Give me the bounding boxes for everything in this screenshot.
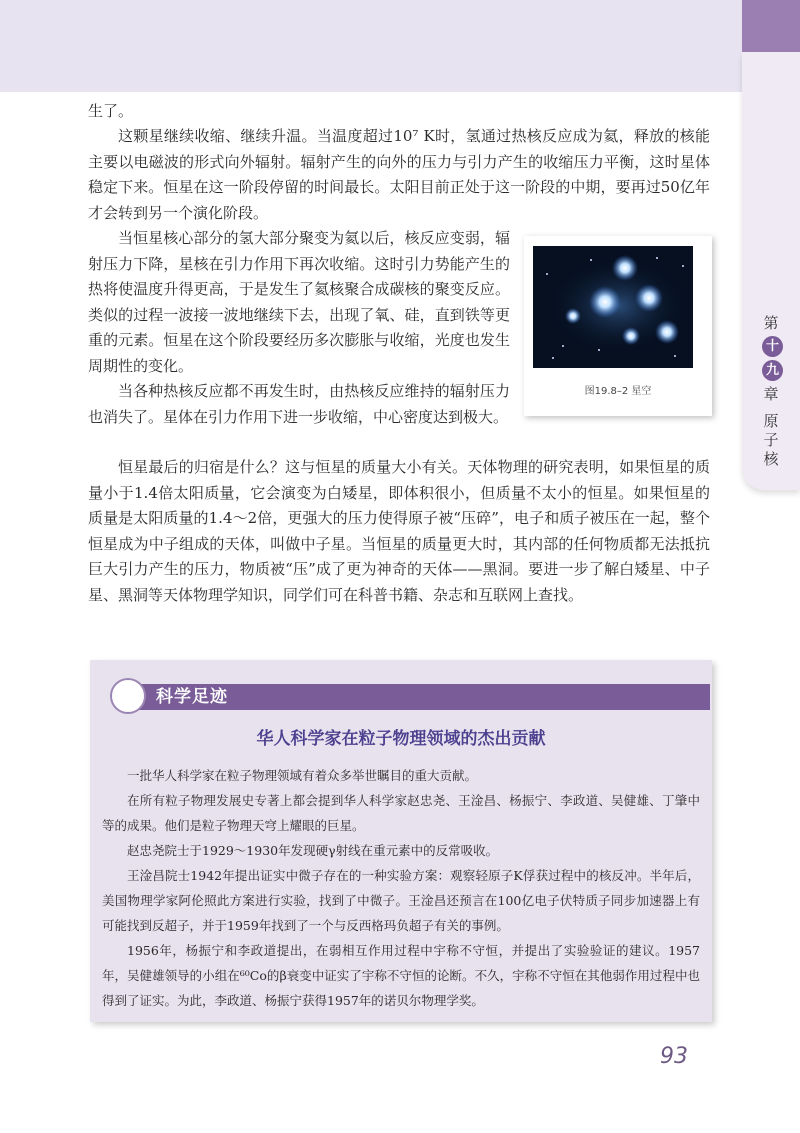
chapter-tab-top — [742, 0, 800, 52]
chapter-title-char: 子 — [763, 431, 779, 449]
science-footprint-box — [90, 660, 712, 1022]
chapter-title — [742, 412, 800, 469]
chapter-zhang-label: 章 — [763, 385, 779, 403]
pleiades-illustration — [533, 246, 693, 368]
box-header-circle-icon — [110, 678, 146, 714]
chapter-di-label: 第 — [763, 314, 779, 332]
box-paragraph: 王淦昌院士1942年提出证实中微子存在的一种实验方案：观察轻原子K俘获过程中的核反冲。半年后，美国物理学家阿伦照此方案进行实验，找到了中微子。王淦昌还预言在100亿电子伏特质子同步加速器上有可能找到反超子，并于1959年找到了一个与反西格玛负超子有关的事例。 — [102, 868, 700, 933]
chapter-number-ten: 十 — [762, 336, 783, 357]
box-paragraph: 在所有粒子物理发展史专著上都会提到华人科学家赵忠尧、王淦昌、杨振宁、李政道、吴健雄、丁肇中等的成果。他们是粒子物理天穹上耀眼的巨星。 — [102, 793, 700, 833]
box-body — [102, 763, 700, 1013]
paragraph-stellar-fate: 恒星最后的归宿是什么？这与恒星的质量大小有关。天体物理的研究表明，如果恒星的质量小于1.4倍太阳质量，它会演变为白矮星，即体积很小，但质量不太小的恒星。如果恒星的质量是太阳质量的1.4～2倍，更强大的压力使得原子被“压碎”，电子和质子被压在一起，整个恒星成为中子组成的天体，叫做中子星。当恒星的质量更大时，其内部的任何物质都无法抵抗巨大引力产生的压力，物质被“压”成了更为神奇的天体——黑洞。要进一步了解白矮星、中子星、黑洞等天体物理学知识，同学们可在科普书籍、杂志和互联网上查找。 — [88, 458, 710, 604]
chapter-title-char: 核 — [763, 450, 779, 468]
box-header-label: 科学足迹 — [156, 687, 228, 707]
box-paragraph: 赵忠尧院士于1929～1930年发现硬γ射线在重元素中的反常吸收。 — [127, 843, 499, 858]
figure-starfield — [524, 236, 712, 416]
paragraph-continuation: 生了。 — [88, 102, 134, 120]
header-band — [0, 0, 760, 92]
paragraph-main-sequence: 这颗星继续收缩、继续升温。当温度超过10⁷ K时，氢通过热核反应成为氦，释放的核能主要以电磁波的形式向外辐射。辐射产生的向外的压力与引力产生的收缩压力平衡，这时星体稳定下来。恒星在这一阶段停留的时间最长。太阳目前正处于这一阶段的中期，要再过50亿年才会转到另一个演化阶段。 — [88, 127, 710, 222]
box-paragraph: 1956年，杨振宁和李政道提出，在弱相互作用过程中宇称不守恒，并提出了实验验证的建议。1957年，吴健雄领导的小组在⁶⁰Co的β衰变中证实了宇称不守恒的论断。不久，宇称不守恒在其他弱作用过程中也得到了证实。为此，李政道、杨振宁获得1957年的诺贝尔物理学奖。 — [102, 943, 700, 1008]
figure-caption: 图19.8–2 星空 — [584, 386, 652, 397]
starfield-image — [533, 246, 693, 368]
box-title: 华人科学家在粒子物理领域的杰出贡献 — [256, 729, 546, 749]
chapter-side-tab — [742, 52, 800, 490]
box-paragraph: 一批华人科学家在粒子物理领域有着众多举世瞩目的重大贡献。 — [127, 768, 478, 783]
paragraph-collapse: 当各种热核反应都不再发生时，由热核反应维持的辐射压力也消失了。星体在引力作用下进一步收缩，中心密度达到极大。 — [88, 382, 510, 426]
chapter-title-char: 原 — [763, 412, 779, 430]
paragraph-helium-fusion: 当恒星核心部分的氢大部分聚变为氦以后，核反应变弱，辐射压力下降，星核在引力作用下再次收缩。这时引力势能产生的热将使温度升得更高，于是发生了氦核聚合成碳核的聚变反应。类似的过程一波接一波地继续下去，出现了氧、硅，直到铁等更重的元素。恒星在这个阶段要经历多次膨胀与收缩，光度也发生周期性的变化。 — [88, 229, 510, 375]
page-number: 93 — [660, 1044, 688, 1069]
chapter-number-nine: 九 — [762, 360, 783, 381]
